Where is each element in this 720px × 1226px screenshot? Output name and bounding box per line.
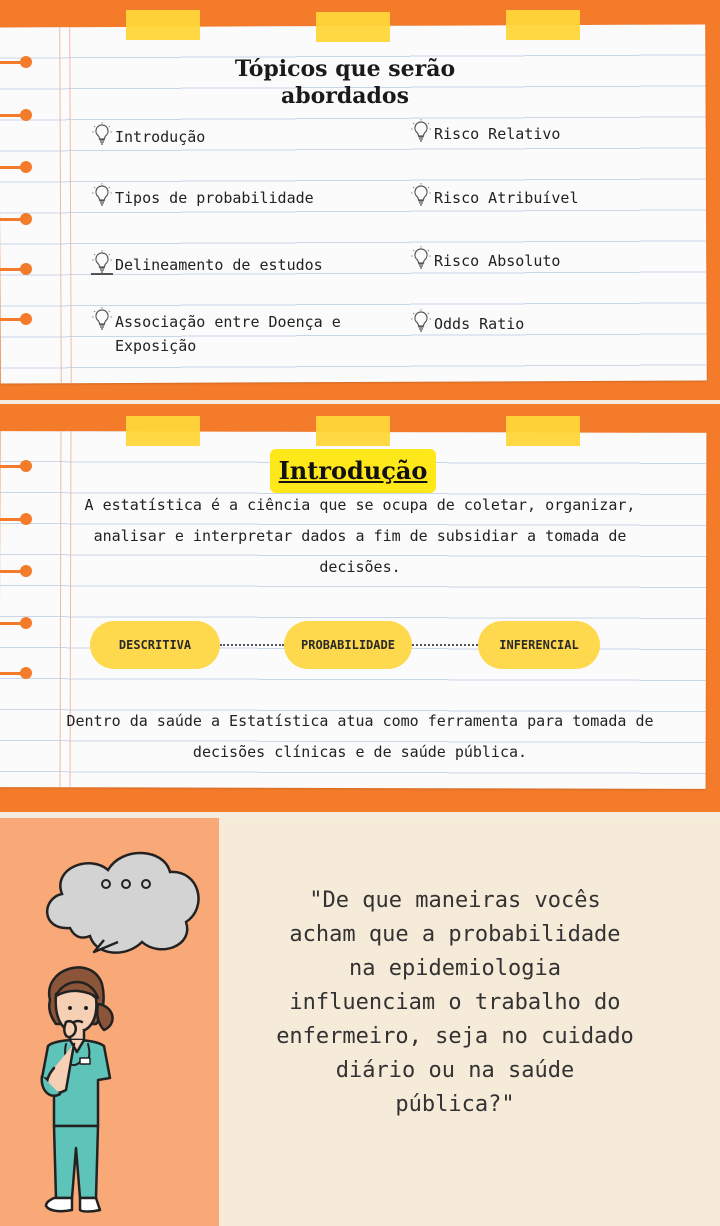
topic-label: Tipos de probabilidade: [115, 189, 314, 207]
flow-step-inferencial: INFERENCIAL: [478, 621, 600, 669]
tape-strip: [316, 416, 390, 446]
lightbulb-icon: [410, 182, 432, 208]
lightbulb-icon: [91, 182, 113, 208]
nurse-illustration: [0, 818, 219, 1226]
lightbulb-icon: [410, 308, 432, 334]
margin-line: [69, 27, 72, 383]
topic-label: Introdução: [115, 128, 206, 146]
binder-ring: [0, 313, 32, 325]
tape-strip: [126, 416, 200, 446]
binder-ring: [0, 213, 32, 225]
topic-item: [434, 122, 560, 146]
binder-ring: [0, 109, 32, 121]
tape-strip: [506, 416, 580, 446]
binder-ring: [0, 513, 32, 525]
topic-label: Risco Absoluto: [434, 252, 561, 270]
lightbulb-icon: [91, 121, 113, 147]
nurse-figure: [42, 967, 113, 1211]
reflection-question: "De que maneiras vocês acham que a probabilidade na epidemiologia influenciam o trabalho do enfermeiro, seja no cuidado diário ou na saúde pública?": [276, 888, 634, 1117]
thought-bubble-icon: [47, 853, 198, 953]
page-title: Tópicos que serão abordados: [234, 56, 456, 109]
health-paragraph: Dentro da saúde a Estatística atua como ferramenta para tomada de decisões clínicas e de saúde pública.: [66, 712, 654, 761]
topic-item: [434, 186, 579, 210]
binder-ring: [0, 56, 32, 68]
topic-item: [115, 310, 405, 358]
binder-ring: [0, 460, 32, 472]
lightbulb-icon: [410, 245, 432, 271]
lightbulb-icon: [91, 306, 113, 332]
tape-strip: [126, 10, 200, 40]
binder-ring: [0, 565, 32, 577]
topic-item: [434, 312, 524, 336]
topic-label: Risco Relativo: [434, 125, 561, 143]
tape-strip: [316, 12, 390, 42]
topic-label: Delineamento de estudos: [115, 256, 323, 274]
flow-step-probabilidade: PROBABILIDADE: [284, 621, 412, 669]
section-title: Introdução: [270, 449, 436, 493]
topic-item: [115, 125, 205, 149]
binder-ring: [0, 263, 32, 275]
tape-strip: [506, 10, 580, 40]
topic-label: Risco Atribuível: [434, 189, 579, 207]
lightbulb-icon: [410, 118, 432, 144]
binder-ring: [0, 161, 32, 173]
flow-connector: [220, 644, 284, 646]
topic-label: Odds Ratio: [434, 315, 525, 333]
binder-ring: [0, 617, 32, 629]
topic-item: [115, 253, 323, 277]
flow-connector: [412, 644, 478, 646]
binder-ring: [0, 667, 32, 679]
margin-line: [59, 27, 62, 383]
topic-item: [434, 249, 560, 273]
intro-paragraph: A estatística é a ciência que se ocupa de coletar, organizar, analisar e interpretar dados a fim de subsidiar a tomada de decisões.: [84, 496, 636, 576]
flow-step-descritiva: DESCRITIVA: [90, 621, 220, 669]
lightbulb-icon: [91, 249, 113, 275]
topic-item: [115, 186, 314, 210]
topic-label: Associação entre Doença e Exposição: [115, 313, 341, 355]
topics-slide: [0, 0, 720, 400]
